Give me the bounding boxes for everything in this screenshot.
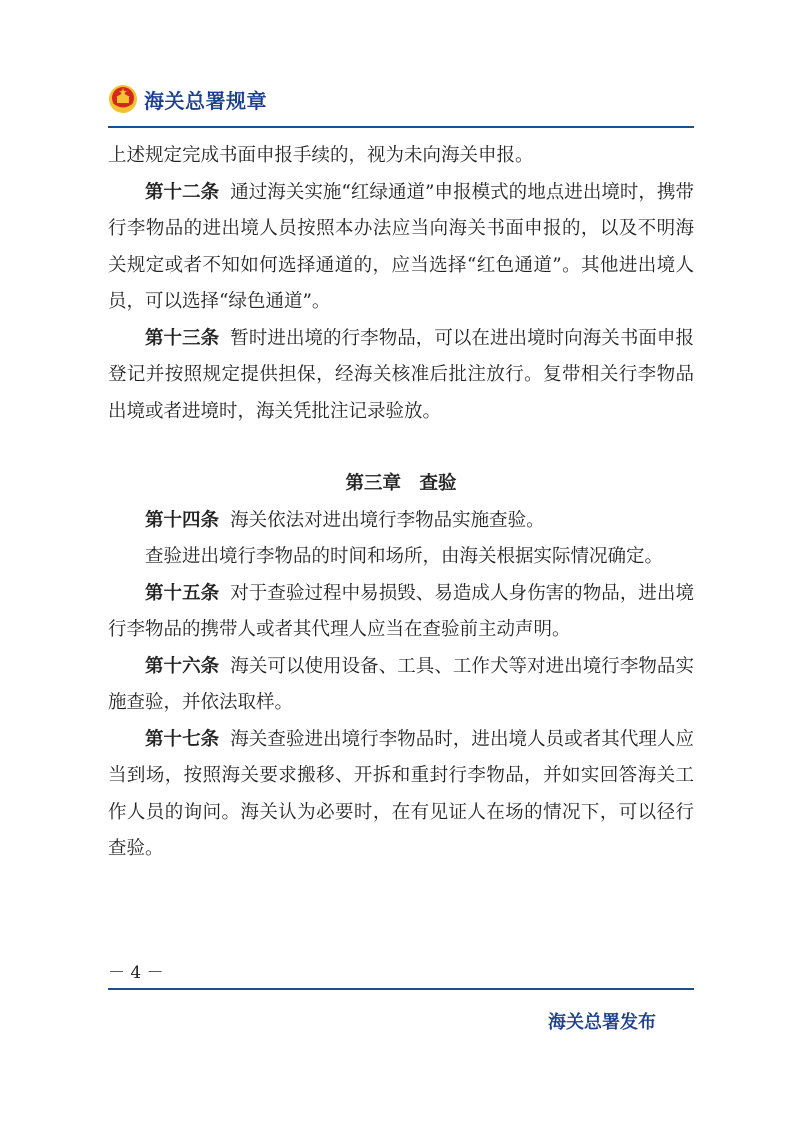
page-header <box>108 82 267 116</box>
paragraph <box>108 138 694 175</box>
section-paragraphs <box>108 138 694 430</box>
article-paragraph <box>108 175 694 321</box>
paragraph-text: 海关依法对进出境行李物品实施查验。 <box>230 509 545 531</box>
article-number: 第十三条 <box>145 327 220 349</box>
paragraph-text: 对于查验过程中易损毁、易造成人身伤害的物品，进出境行李物品的携带人或者其代理人应当在查验前主动声明。 <box>108 582 694 640</box>
article-paragraph <box>108 576 694 649</box>
paragraph-text: 暂时进出境的行李物品，可以在进出境时向海关书面申报登记并按照规定提供担保，经海关核准后批注放行。复带相关行李物品出境或者进境时，海关凭批注记录验放。 <box>108 327 694 422</box>
footer-divider <box>108 988 694 990</box>
chapter-heading: 第三章 查验 <box>345 473 457 494</box>
article-number: 第十六条 <box>145 655 220 677</box>
header-divider <box>108 126 694 128</box>
footer-publisher: 海关总署发布 <box>548 1012 656 1033</box>
article-number: 第十五条 <box>145 582 220 604</box>
article-number: 第十七条 <box>145 728 220 750</box>
national-emblem-icon <box>108 84 138 114</box>
paragraph-text: 海关查验进出境行李物品时，进出境人员或者其代理人应当到场，按照海关要求搬移、开拆和重封行李物品，并如实回答海关工作人员的询问。海关认为必要时，在有见证人在场的情况下，可以径行查验。 <box>108 728 694 859</box>
section-paragraphs-2 <box>108 503 694 868</box>
article-number: 第十四条 <box>145 509 220 531</box>
header-title: 海关总署规章 <box>144 88 267 113</box>
article-paragraph <box>108 503 694 540</box>
paragraph <box>108 539 694 576</box>
paragraph-text: 通过海关实施“红绿通道”申报模式的地点进出境时，携带行李物品的进出境人员按照本办法应当向海关书面申报的，以及不明海关规定或者不知如何选择通道的，应当选择“红色通道”。其他进出境人员，可以选择“绿色通道”。 <box>108 181 694 312</box>
paragraph-text: 查验进出境行李物品的时间和场所，由海关根据实际情况确定。 <box>145 546 664 567</box>
page-number: － 4 － <box>108 963 164 983</box>
paragraph-text: 上述规定完成书面申报手续的，视为未向海关申报。 <box>108 145 534 166</box>
article-number: 第十二条 <box>145 181 220 203</box>
article-paragraph <box>108 722 694 868</box>
article-paragraph <box>108 649 694 722</box>
document-body <box>108 138 694 868</box>
paragraph-text: 海关可以使用设备、工具、工作犬等对进出境行李物品实施查验，并依法取样。 <box>108 655 694 713</box>
article-paragraph <box>108 321 694 431</box>
